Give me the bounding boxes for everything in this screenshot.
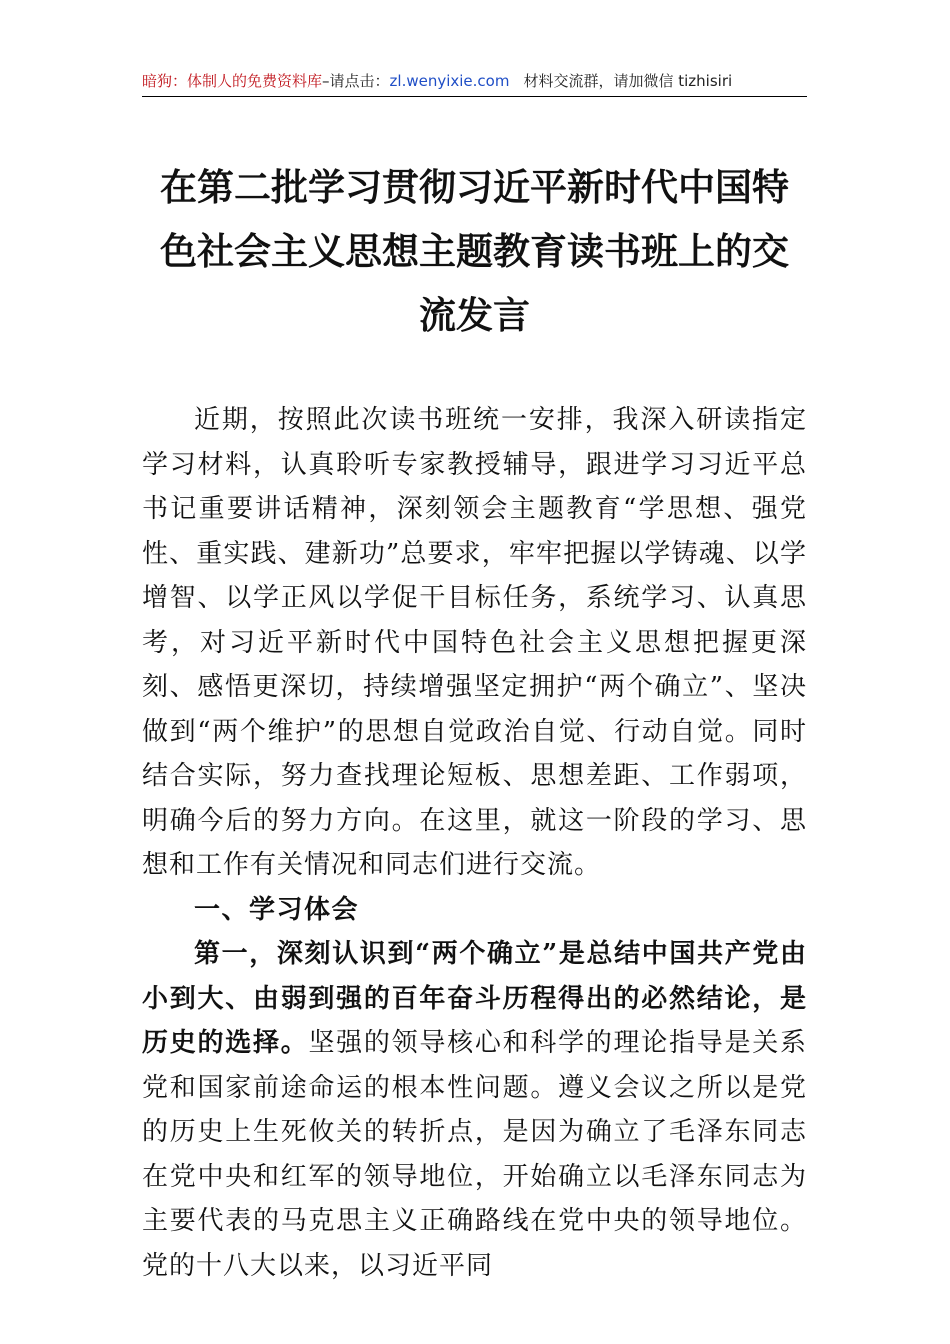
- intro-paragraph: 近期，按照此次读书班统一安排，我深入研读指定学习材料，认真聆听专家教授辅导，跟进学习习近平总书记重要讲话精神，深刻领会主题教育“学思想、强党性、重实践、建新功”总要求，牢牢把握以学铸魂、以学增智、以学正风以学促干目标任务，系统学习、认真思考，对习近平新时代中国特色社会主义思想把握更深刻、感悟更深切，持续增强坚定拥护“两个确立”、坚决做到“两个维护”的思想自觉政治自觉、行动自觉。同时结合实际，努力查找理论短板、思想差距、工作弱项，明确今后的努力方向。在这里，就这一阶段的学习、思想和工作有关情况和同志们进行交流。: [142, 405, 807, 880]
- header-divider: [142, 96, 807, 97]
- header-group-note: 材料交流群，请加微信 tizhisiri: [523, 72, 733, 90]
- point-one-paragraph: [142, 932, 807, 1288]
- point-one-lead: 第一，深刻认识到“两个确立”是总结中国共产党由小到大、由弱到强的百年奋斗历程得出的必然结论，是历史的选择。: [142, 939, 807, 1058]
- point-one-text: 坚强的领导核心和科学的理论指导是关系党和国家前途命运的根本性问题。遵义会议之所以是党的历史上生死攸关的转折点，是因为确立了毛泽东同志在党中央和红军的领导地位，开始确立以毛泽东同志为主要代表的马克思主义正确路线在党中央的领导地位。党的十八大以来，以习近平同: [142, 1028, 807, 1281]
- header-site-name: 暗狗：体制人的免费资料库: [142, 72, 323, 90]
- header-click-prompt: –请点击：: [322, 72, 390, 90]
- section-heading: 一、学习体会: [194, 894, 360, 925]
- page-header: [142, 68, 807, 94]
- document-title: 在第二批学习贯彻习近平新时代中国特色社会主义思想主题教育读书班上的交流发言: [160, 165, 789, 337]
- header-url-link[interactable]: zl.wenyixie.com: [389, 72, 510, 90]
- document-body: [142, 398, 807, 1288]
